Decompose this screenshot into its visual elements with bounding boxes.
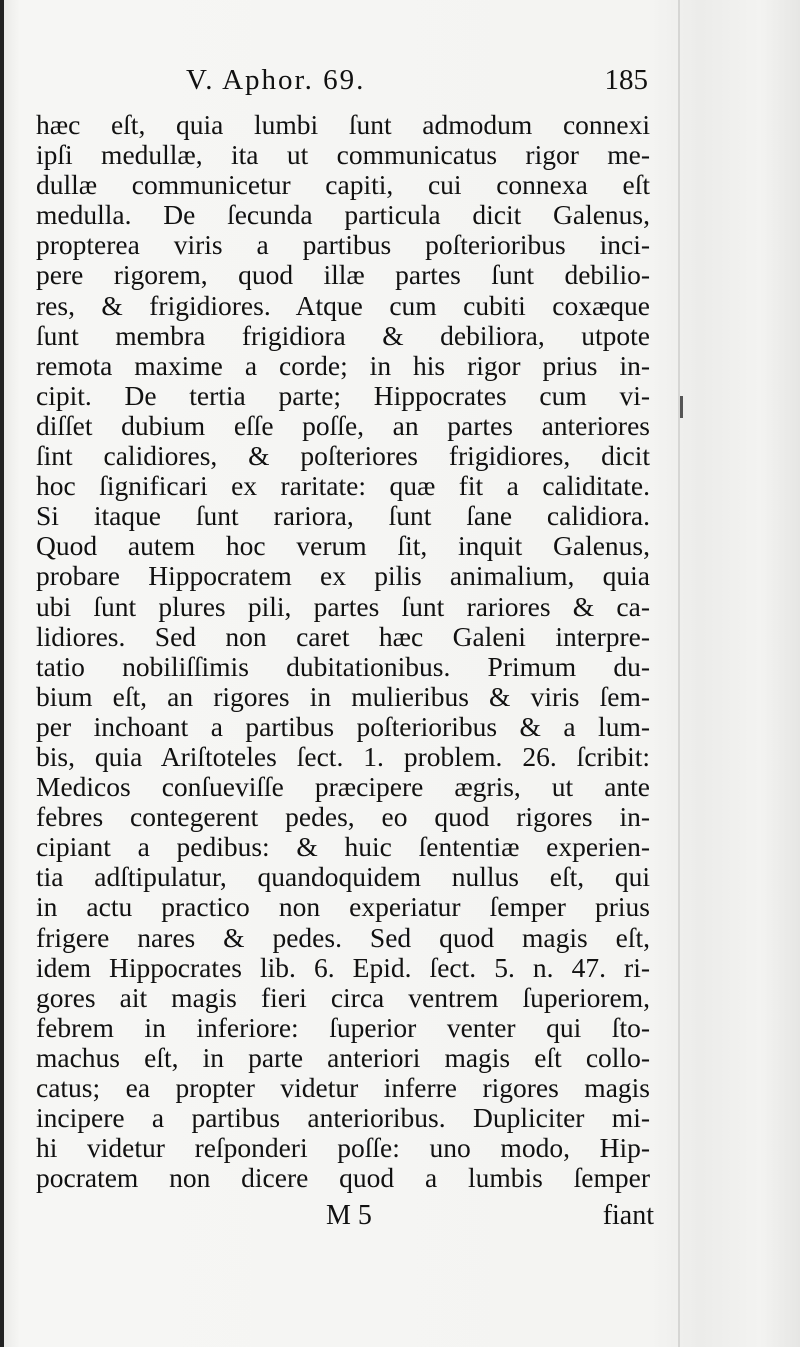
text-line: idem Hippocrates lib. 6. Epid. ſect. 5. n. 47. ri- bbox=[36, 951, 650, 983]
text-line: ubi ſunt plures pili, partes ſunt rariores & ca- bbox=[36, 590, 650, 622]
text-line: Medicos conſueviſſe præcipere ægris, ut ante bbox=[36, 771, 650, 803]
text-line: res, & frigidiores. Atque cum cubiti coxæque bbox=[36, 289, 650, 321]
text-line: incipere a partibus anterioribus. Dupliciter mi- bbox=[36, 1102, 650, 1134]
page-header bbox=[186, 60, 648, 100]
text-line: diſſet dubium eſſe poſſe, an partes anteriores bbox=[36, 409, 650, 441]
page-footer bbox=[36, 1196, 654, 1236]
text-line: Quod autem hoc verum ſit, inquit Galenus, bbox=[36, 530, 650, 562]
text-line: febrem in inferiore: ſuperior venter qui ſto- bbox=[36, 1011, 650, 1043]
signature-mark: M 5 bbox=[326, 1200, 372, 1231]
text-line: catus; ea propter videtur inferre rigores magis bbox=[36, 1072, 650, 1103]
text-line: machus eſt, in parte anteriori magis eſt collo- bbox=[36, 1041, 650, 1073]
text-line: pere rigorem, quod illæ partes ſunt debilio- bbox=[36, 259, 650, 291]
text-line: remota maxime a corde; in his rigor prius in- bbox=[36, 349, 650, 381]
text-line: bium eſt, an rigores in mulieribus & viris ſem- bbox=[36, 680, 650, 712]
catchword: fiant bbox=[602, 1200, 654, 1231]
text-line: hæc eſt, quia lumbi ſunt admodum connexi bbox=[36, 109, 650, 140]
text-line: bis, quia Ariſtoteles ſect. 1. problem. 26. ſcribit: bbox=[36, 740, 650, 772]
text-line: cipit. De tertia parte; Hippocrates cum vi- bbox=[36, 379, 650, 411]
text-line: febres contegerent pedes, eo quod rigores in- bbox=[36, 801, 650, 833]
text-line: frigere nares & pedes. Sed quod magis eſt, bbox=[36, 921, 650, 953]
text-line: cipiant a pedibus: & huic ſententiæ experien- bbox=[36, 831, 650, 863]
text-line: medulla. De ſecunda particula dicit Galenus, bbox=[36, 199, 650, 231]
text-line: ſunt membra frigidiora & debiliora, utpote bbox=[36, 319, 650, 351]
page-fold-line bbox=[678, 0, 680, 1347]
text-line: propterea viris a partibus poſterioribus inci- bbox=[36, 229, 650, 261]
margin-mark bbox=[680, 396, 683, 418]
text-line: tia adſtipulatur, quandoquidem nullus eſt, qui bbox=[36, 861, 650, 893]
text-line: hi videtur reſponderi poſſe: uno modo, Hip- bbox=[36, 1132, 650, 1164]
text-line: gores ait magis fieri circa ventrem ſuperiorem, bbox=[36, 981, 650, 1013]
text-line: per inchoant a partibus poſterioribus & a lum- bbox=[36, 710, 650, 742]
text-line: lidiores. Sed non caret hæc Galeni interpre- bbox=[36, 620, 650, 652]
body-text bbox=[36, 110, 650, 1193]
text-line: tatio nobiliſſimis dubitationibus. Primum du- bbox=[36, 650, 650, 682]
page-edge-shadow bbox=[0, 0, 4, 1347]
text-line: Si itaque ſunt rariora, ſunt ſane calidiora. bbox=[36, 500, 650, 532]
text-line: dullæ communicetur capiti, cui connexa eſt bbox=[36, 169, 650, 201]
page-number: 185 bbox=[604, 64, 648, 96]
text-line: hoc ſignificari ex raritate: quæ fit a caliditate. bbox=[36, 470, 650, 502]
text-line: ipſi medullæ, ita ut communicatus rigor me- bbox=[36, 139, 650, 171]
text-line: in actu practico non experiatur ſemper prius bbox=[36, 891, 650, 923]
running-title: V. Aphor. 69. bbox=[186, 64, 366, 96]
text-line: probare Hippocratem ex pilis animalium, quia bbox=[36, 560, 650, 592]
text-line: ſint calidiores, & poſteriores frigidiores, dicit bbox=[36, 440, 650, 472]
text-line: pocratem non dicere quod a lumbis ſemper bbox=[36, 1162, 650, 1194]
